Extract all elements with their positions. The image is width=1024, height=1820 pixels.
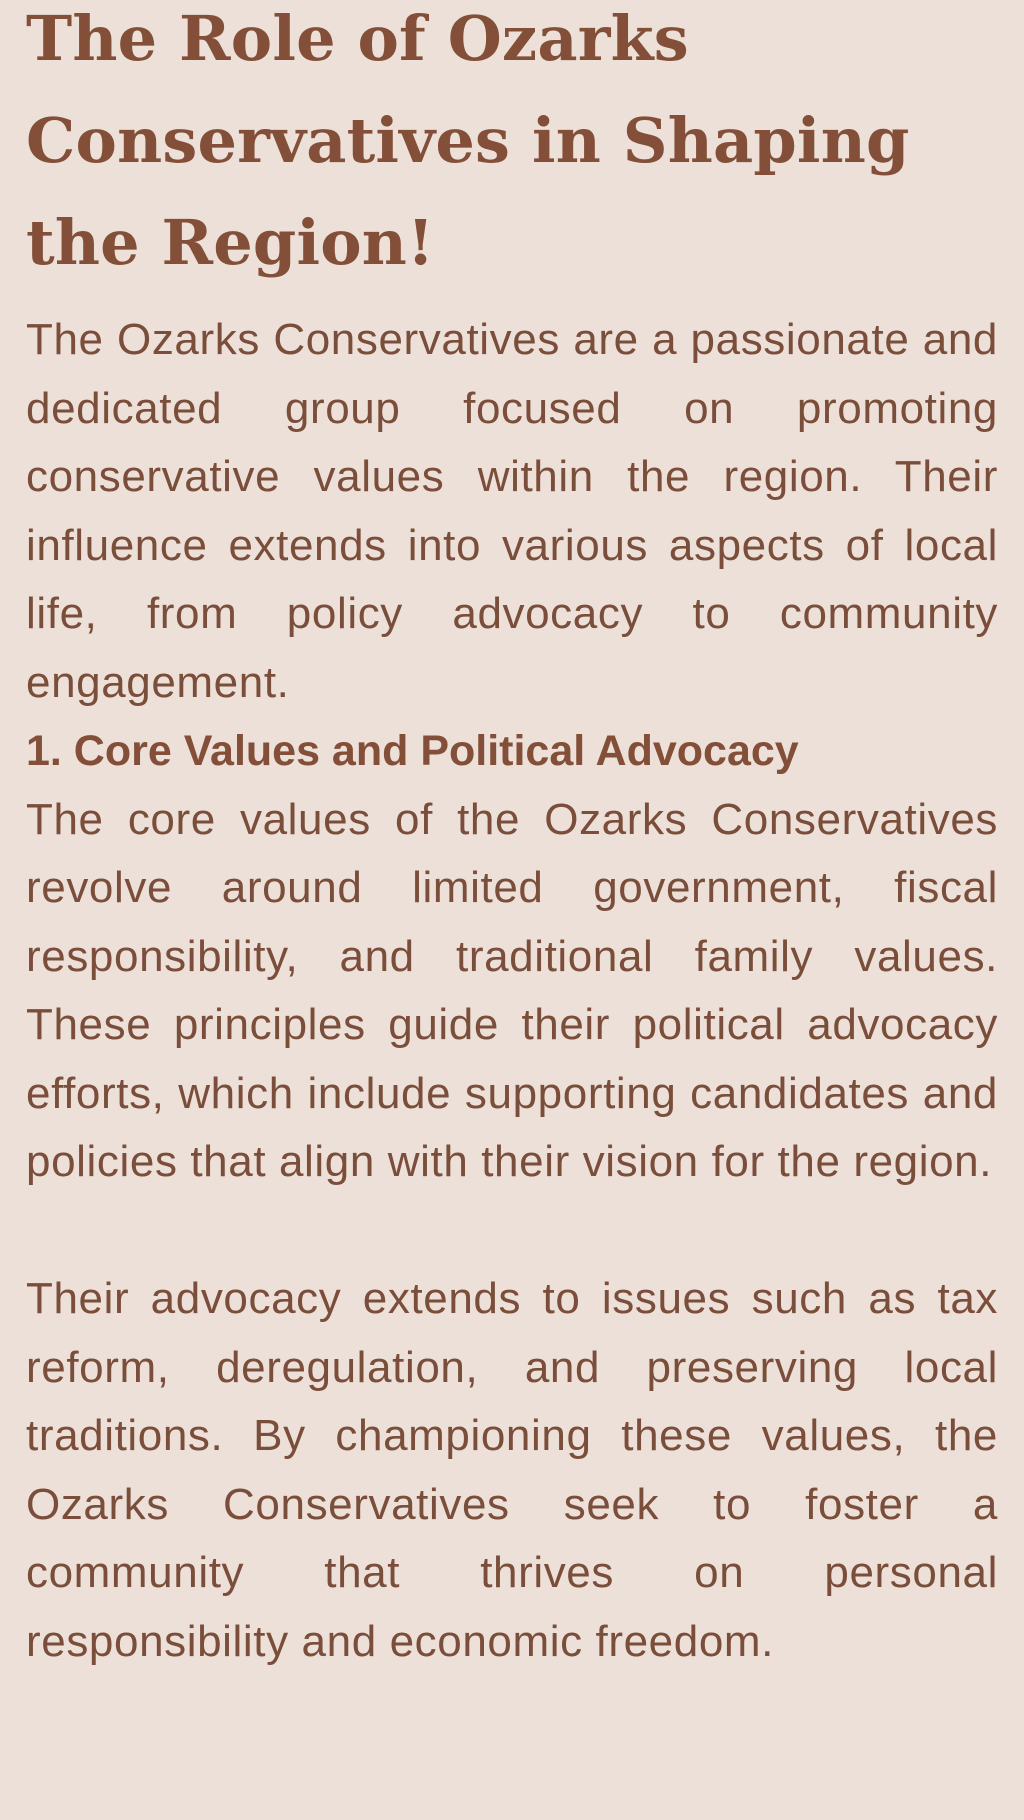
section-paragraph: The core values of the Ozarks Conservatives revolve around limited government, fiscal responsibility, and traditional family values. These principles guide their political advocacy efforts, which include supporting candidates and policies that align with their vision for the region. [26, 794, 998, 1186]
article-title: The Role of Ozarks Conservatives in Shaping the Region! [26, 2, 910, 279]
intro-paragraph: The Ozarks Conservatives are a passionate and dedicated group focused on promoting conservative values within the region. Their influence extends into various aspects of local life, from policy advocacy to community engagement. [26, 315, 998, 707]
section-heading-core-values: 1. Core Values and Political Advocacy [26, 727, 799, 775]
section-paragraph: Their advocacy extends to issues such as tax reform, deregulation, and preserving local traditions. By championing these values, the Ozarks Conservatives seek to foster a community that thrives on personal responsibility and economic freedom. [26, 1274, 998, 1666]
paragraph-spacer [26, 1197, 998, 1266]
